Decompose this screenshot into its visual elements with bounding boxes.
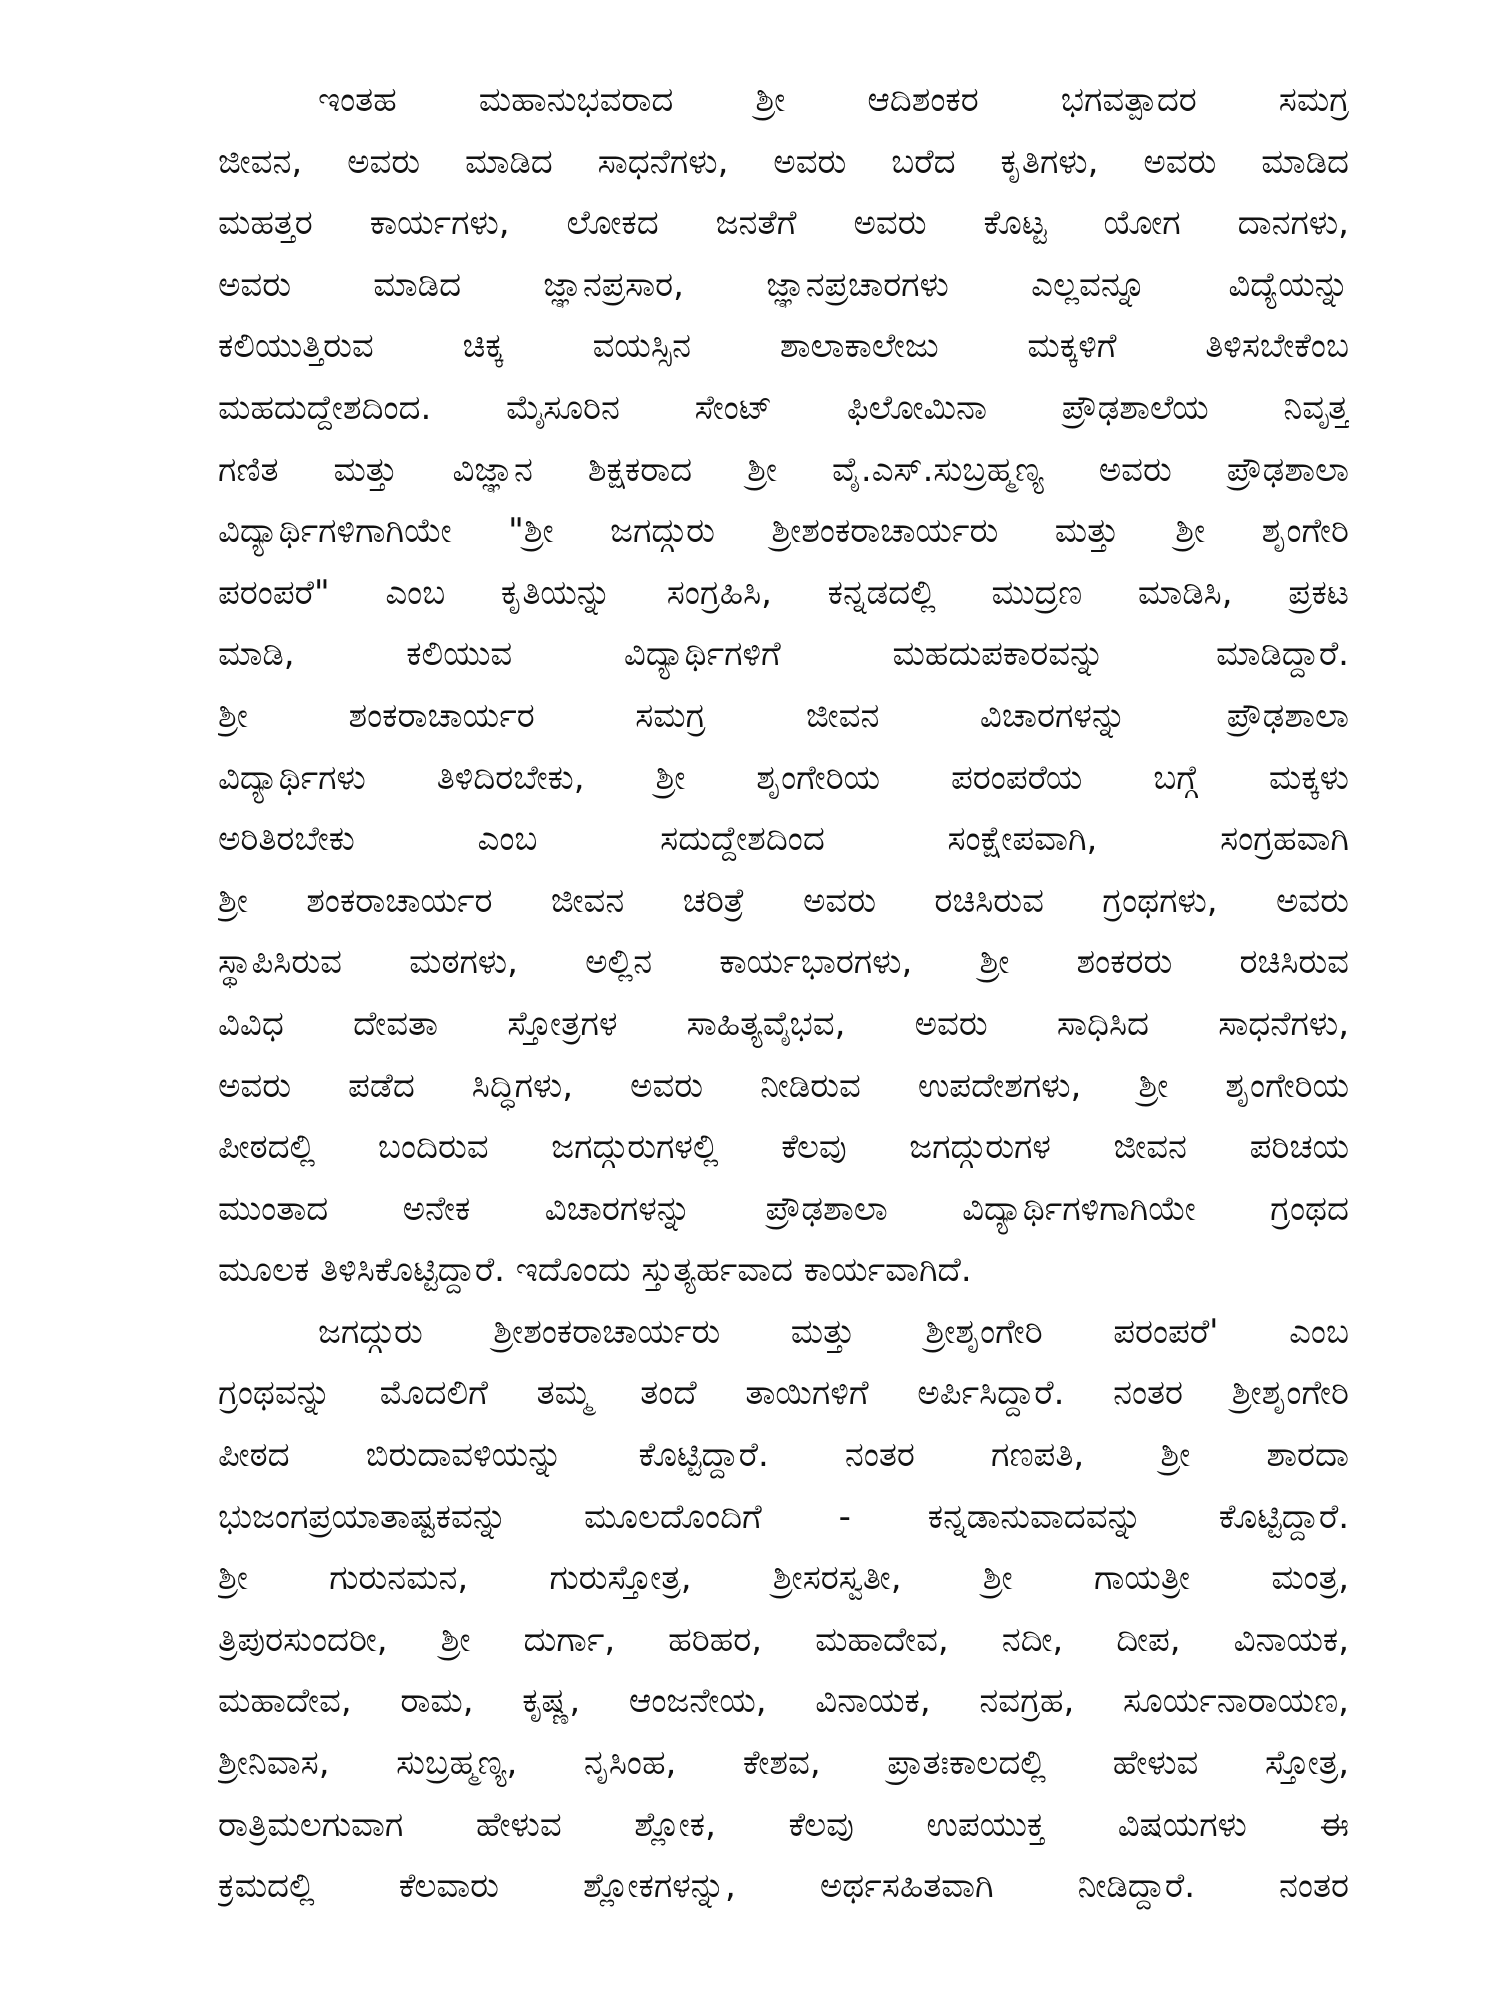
paragraph-line: ಮೂಲಕ ತಿಳಿಸಿಕೊಟ್ಟಿದ್ದಾರೆ. ಇದೊಂದು ಸ್ತುತ್ಯರ್ಹವಾದ ಕಾರ್ಯವಾಗಿದೆ. bbox=[218, 1250, 972, 1291]
paragraph-line: ಶ್ರೀ ಗುರುನಮನ, ಗುರುಸ್ತೋತ್ರ, ಶ್ರೀಸರಸ್ವತೀ, ಶ್ರೀ ಗಾಯತ್ರೀ ಮಂತ್ರ, bbox=[218, 1558, 1349, 1599]
paragraph-line: ಜಗದ್ಗುರು ಶ್ರೀಶಂಕರಾಚಾರ್ಯರು ಮತ್ತು ಶ್ರೀಶೃಂಗೇರಿ ಪರಂಪರೆ' ಎಂಬ bbox=[318, 1311, 1349, 1352]
paragraph-line: ವಿದ್ಯಾರ್ಥಿಗಳು ತಿಳಿದಿರಬೇಕು, ಶ್ರೀ ಶೃಂಗೇರಿಯ ಪರಂಪರೆಯ ಬಗ್ಗೆ ಮಕ್ಕಳು bbox=[218, 757, 1349, 798]
paragraph-line: ಶ್ರೀ ಶಂಕರಾಚಾರ್ಯರ ಜೀವನ ಚರಿತ್ರೆ ಅವರು ರಚಿಸಿರುವ ಗ್ರಂಥಗಳು, ಅವರು bbox=[218, 880, 1349, 921]
body-text bbox=[218, 70, 1349, 1918]
paragraph-line: ಮುಂತಾದ ಅನೇಕ ವಿಚಾರಗಳನ್ನು ಪ್ರೌಢಶಾಲಾ ವಿದ್ಯಾರ್ಥಿಗಳಿಗಾಗಿಯೇ ಗ್ರಂಥದ bbox=[218, 1188, 1349, 1229]
paragraph-line: ಶ್ರೀ ಶಂಕರಾಚಾರ್ಯರ ಸಮಗ್ರ ಜೀವನ ವಿಚಾರಗಳನ್ನು ಪ್ರೌಢಶಾಲಾ bbox=[218, 695, 1349, 736]
paragraph-line: ಮಾಡಿ, ಕಲಿಯುವ ವಿದ್ಯಾರ್ಥಿಗಳಿಗೆ ಮಹದುಪಕಾರವನ್ನು ಮಾಡಿದ್ದಾರೆ. bbox=[218, 634, 1349, 675]
paragraph-line: ಅರಿತಿರಬೇಕು ಎಂಬ ಸದುದ್ದೇಶದಿಂದ ಸಂಕ್ಷೇಪವಾಗಿ, ಸಂಗ್ರಹವಾಗಿ bbox=[218, 819, 1349, 860]
paragraph-line: ಗಣಿತ ಮತ್ತು ವಿಜ್ಞಾನ ಶಿಕ್ಷಕರಾದ ಶ್ರೀ ವೈ.ಎಸ್.ಸುಬ್ರಹ್ಮಣ್ಯ ಅವರು ಪ್ರೌಢಶಾಲಾ bbox=[218, 449, 1349, 490]
paragraph-line: ಗ್ರಂಥವನ್ನು ಮೊದಲಿಗೆ ತಮ್ಮ ತಂದೆ ತಾಯಿಗಳಿಗೆ ಅರ್ಪಿಸಿದ್ದಾರೆ. ನಂತರ ಶ್ರೀಶೃಂಗೇರಿ bbox=[218, 1373, 1349, 1414]
paragraph-line: ವಿದ್ಯಾರ್ಥಿಗಳಿಗಾಗಿಯೇ "ಶ್ರೀ ಜಗದ್ಗುರು ಶ್ರೀಶಂಕರಾಚಾರ್ಯರು ಮತ್ತು ಶ್ರೀ ಶೃಂಗೇರಿ bbox=[218, 511, 1349, 552]
paragraph-line: ಅವರು ಮಾಡಿದ ಜ್ಞಾನಪ್ರಸಾರ, ಜ್ಞಾನಪ್ರಚಾರಗಳು ಎಲ್ಲವನ್ನೂ ವಿದ್ಯೆಯನ್ನು bbox=[218, 264, 1349, 305]
paragraph-line: ಪೀಠದ ಬಿರುದಾವಳಿಯನ್ನು ಕೊಟ್ಟಿದ್ದಾರೆ. ನಂತರ ಗಣಪತಿ, ಶ್ರೀ ಶಾರದಾ bbox=[218, 1435, 1349, 1476]
paragraph-line: ಭುಜಂಗಪ್ರಯಾತಾಷ್ಟಕವನ್ನು ಮೂಲದೊಂದಿಗೆ - ಕನ್ನಡಾನುವಾದವನ್ನು ಕೊಟ್ಟಿದ್ದಾರೆ. bbox=[218, 1496, 1349, 1537]
paragraph-line: ರಾತ್ರಿಮಲಗುವಾಗ ಹೇಳುವ ಶ್ಲೋಕ, ಕೆಲವು ಉಪಯುಕ್ತ ವಿಷಯಗಳು ಈ bbox=[218, 1804, 1349, 1845]
paragraph-line: ವಿವಿಧ ದೇವತಾ ಸ್ತೋತ್ರಗಳ ಸಾಹಿತ್ಯವೈಭವ, ಅವರು ಸಾಧಿಸಿದ ಸಾಧನೆಗಳು, bbox=[218, 1003, 1349, 1044]
paragraph-line: ಪೀಠದಲ್ಲಿ ಬಂದಿರುವ ಜಗದ್ಗುರುಗಳಲ್ಲಿ ಕೆಲವು ಜಗದ್ಗುರುಗಳ ಜೀವನ ಪರಿಚಯ bbox=[218, 1127, 1349, 1168]
paragraph-line: ಮಹತ್ತರ ಕಾರ್ಯಗಳು, ಲೋಕದ ಜನತೆಗೆ ಅವರು ಕೊಟ್ಟ ಯೋಗ ದಾನಗಳು, bbox=[218, 203, 1349, 244]
paragraph-line: ಕ್ರಮದಲ್ಲಿ ಕೆಲವಾರು ಶ್ಲೋಕಗಳನ್ನು, ಅರ್ಥಸಹಿತವಾಗಿ ನೀಡಿದ್ದಾರೆ. ನಂತರ bbox=[218, 1866, 1349, 1907]
paragraph-line: ಜೀವನ, ಅವರು ಮಾಡಿದ ಸಾಧನೆಗಳು, ಅವರು ಬರೆದ ಕೃತಿಗಳು, ಅವರು ಮಾಡಿದ bbox=[218, 141, 1349, 182]
paragraph-2 bbox=[218, 1302, 1349, 1918]
paragraph-line: ತ್ರಿಪುರಸುಂದರೀ, ಶ್ರೀ ದುರ್ಗಾ, ಹರಿಹರ, ಮಹಾದೇವ, ನದೀ, ದೀಪ, ವಿನಾಯಕ, bbox=[218, 1619, 1349, 1660]
paragraph-line: ಕಲಿಯುತ್ತಿರುವ ಚಿಕ್ಕ ವಯಸ್ಸಿನ ಶಾಲಾಕಾಲೇಜು ಮಕ್ಕಳಿಗೆ ತಿಳಿಸಬೇಕೆಂಬ bbox=[218, 326, 1349, 367]
paragraph-line: ಮಹಾದೇವ, ರಾಮ, ಕೃಷ್ಣ, ಆಂಜನೇಯ, ವಿನಾಯಕ, ನವಗ್ರಹ, ಸೂರ್ಯನಾರಾಯಣ, bbox=[218, 1681, 1349, 1722]
paragraph-line: ಸ್ಥಾಪಿಸಿರುವ ಮಠಗಳು, ಅಲ್ಲಿನ ಕಾರ್ಯಭಾರಗಳು, ಶ್ರೀ ಶಂಕರರು ರಚಿಸಿರುವ bbox=[218, 942, 1349, 983]
paragraph-line: ಇಂತಹ ಮಹಾನುಭವರಾದ ಶ್ರೀ ಆದಿಶಂಕರ ಭಗವತ್ಪಾದರ ಸಮಗ್ರ bbox=[318, 80, 1349, 120]
paragraph-1 bbox=[218, 70, 1349, 1302]
paragraph-line: ಪರಂಪರೆ" ಎಂಬ ಕೃತಿಯನ್ನು ಸಂಗ್ರಹಿಸಿ, ಕನ್ನಡದಲ್ಲಿ ಮುದ್ರಣ ಮಾಡಿಸಿ, ಪ್ರಕಟ bbox=[218, 572, 1349, 613]
paragraph-line: ಮಹದುದ್ದೇಶದಿಂದ. ಮೈಸೂರಿನ ಸೇಂಟ್ ಫಿಲೋಮಿನಾ ಪ್ರೌಢಶಾಲೆಯ ನಿವೃತ್ತ bbox=[218, 387, 1349, 428]
paragraph-line: ಅವರು ಪಡೆದ ಸಿದ್ಧಿಗಳು, ಅವರು ನೀಡಿರುವ ಉಪದೇಶಗಳು, ಶ್ರೀ ಶೃಂಗೇರಿಯ bbox=[218, 1065, 1349, 1106]
paragraph-line: ಶ್ರೀನಿವಾಸ, ಸುಬ್ರಹ್ಮಣ್ಯ, ನೃಸಿಂಹ, ಕೇಶವ, ಪ್ರಾತಃಕಾಲದಲ್ಲಿ ಹೇಳುವ ಸ್ತೋತ್ರ, bbox=[218, 1743, 1349, 1784]
